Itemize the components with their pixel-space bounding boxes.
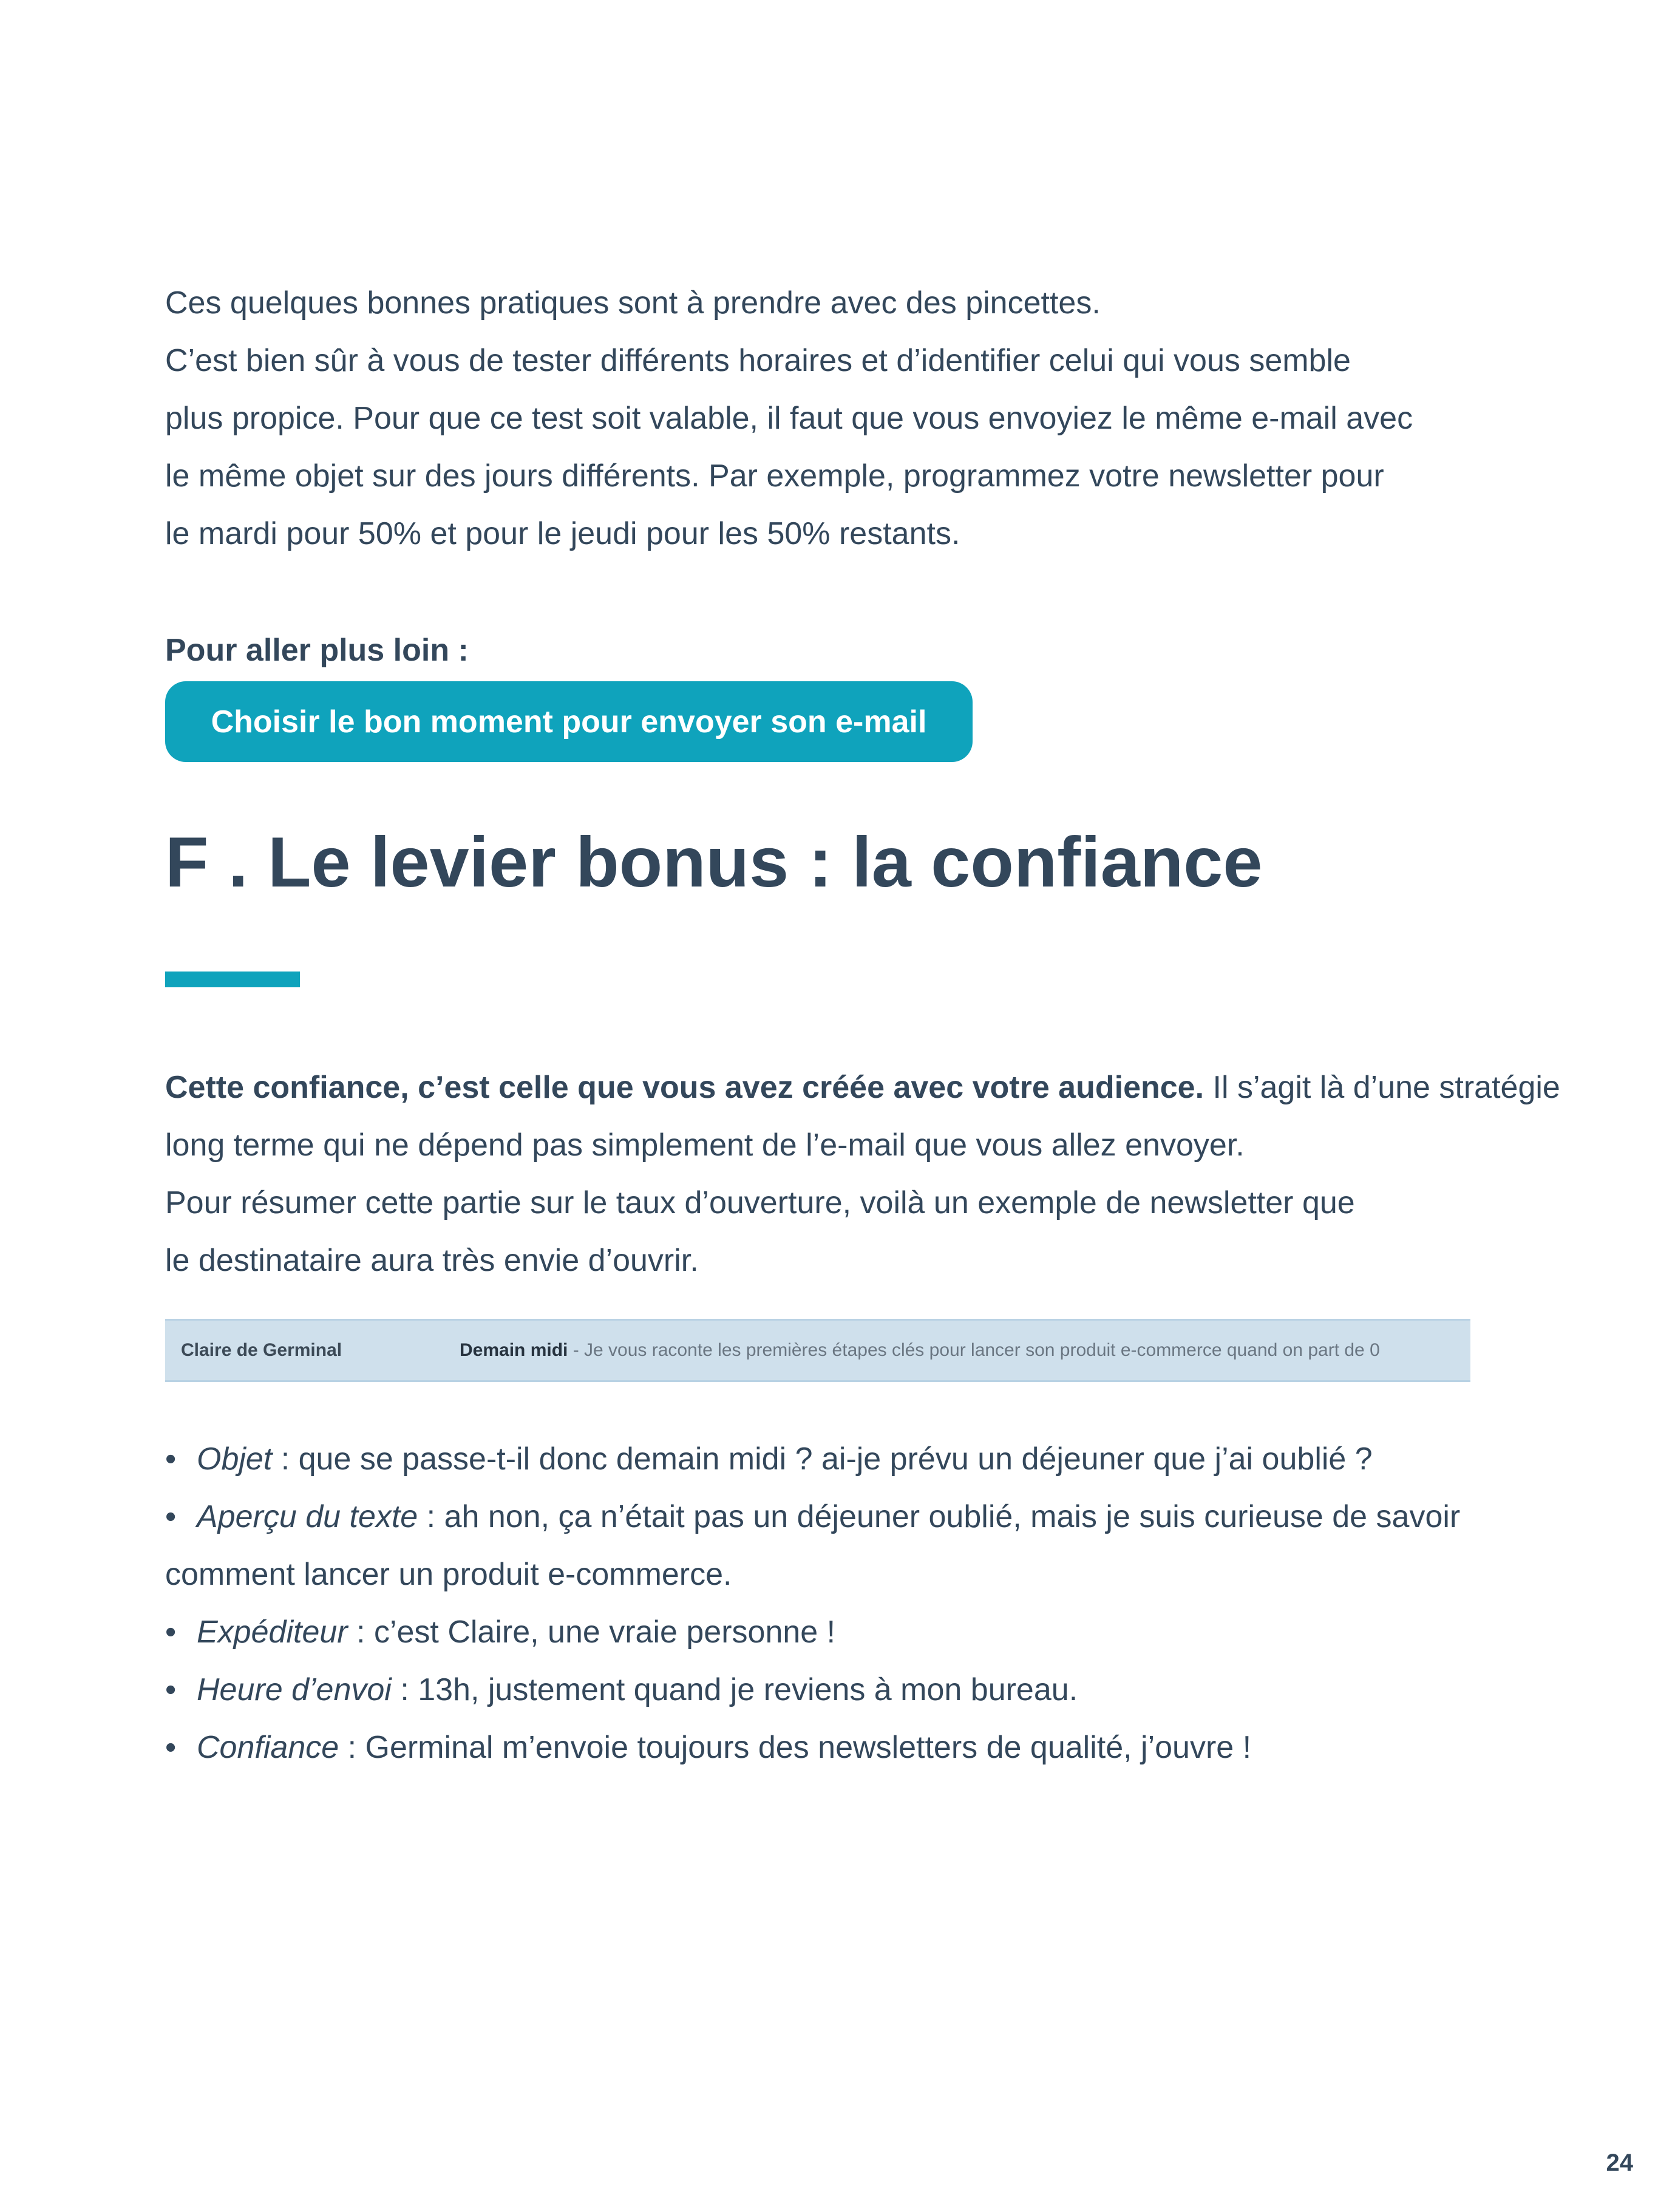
intro-paragraph (165, 274, 1561, 563)
bullet-icon: • (165, 1499, 177, 1534)
list-item-continuation: comment lancer un produit e-commerce. (165, 1557, 732, 1592)
bullet-text: : Germinal m’envoie toujours des newsletters de qualité, j’ouvre ! (339, 1730, 1252, 1765)
email-snippet: - Je vous raconte les premières étapes clés pour lancer son produit e-commerce quand on part de 0 (568, 1340, 1380, 1360)
list-item (165, 1431, 1561, 1488)
bullet-term: Confiance (197, 1730, 339, 1765)
bullet-text: : que se passe-t-il donc demain midi ? ai-je prévu un déjeuner que j’ai oublié ? (272, 1441, 1373, 1477)
bullet-text: : ah non, ça n’était pas un déjeuner oublié, mais je suis curieuse de savoir (418, 1499, 1461, 1534)
list-item (165, 1604, 1561, 1661)
email-sender: Claire de Germinal (181, 1340, 342, 1360)
bullet-text: : c’est Claire, une vraie personne ! (347, 1615, 836, 1650)
email-subject: Demain midi (460, 1340, 568, 1360)
intro-line: plus propice. Pour que ce test soit valable, il faut que vous envoyiez le même e-mail avec (165, 401, 1413, 436)
trust-line-rest: Il s’agit là d’une stratégie (1204, 1070, 1560, 1105)
bullet-icon: • (165, 1441, 177, 1477)
trust-line: long terme qui ne dépend pas simplement de l’e-mail que vous allez envoyer. (165, 1128, 1245, 1163)
bullet-icon: • (165, 1672, 177, 1707)
trust-line: Pour résumer cette partie sur le taux d’ouverture, voilà un exemple de newsletter que (165, 1185, 1355, 1220)
email-preview-row (165, 1319, 1470, 1382)
bullet-term: Objet (197, 1441, 273, 1477)
bullet-term: Aperçu du texte (197, 1499, 418, 1534)
email-subject-line (460, 1340, 1380, 1361)
intro-line: Ces quelques bonnes pratiques sont à prendre avec des pincettes. (165, 285, 1101, 321)
intro-line: C’est bien sûr à vous de tester différents horaires et d’identifier celui qui vous semble (165, 343, 1351, 378)
further-reading-button[interactable]: Choisir le bon moment pour envoyer son e-mail (165, 681, 973, 762)
bullet-icon: • (165, 1615, 177, 1650)
list-item (165, 1719, 1561, 1777)
bullet-term: Expéditeur (197, 1615, 348, 1650)
bullet-term: Heure d’envoi (197, 1672, 392, 1707)
title-underline (165, 972, 300, 987)
bullet-icon: • (165, 1730, 177, 1765)
trust-bold-lead: Cette confiance, c’est celle que vous avez créée avec votre audience. (165, 1070, 1204, 1105)
section-title: F . Le levier bonus : la confiance (165, 822, 1263, 902)
trust-paragraph (165, 1059, 1561, 1290)
trust-line (165, 1059, 1561, 1117)
bullet-text: : 13h, justement quand je reviens à mon bureau. (391, 1672, 1078, 1707)
intro-line: le mardi pour 50% et pour le jeudi pour les 50% restants. (165, 516, 960, 551)
further-reading-label: Pour aller plus loin : (165, 633, 469, 668)
list-item (165, 1661, 1561, 1719)
bullet-list (165, 1431, 1561, 1777)
trust-line: le destinataire aura très envie d’ouvrir. (165, 1243, 699, 1278)
intro-line: le même objet sur des jours différents. Par exemple, programmez votre newsletter pour (165, 458, 1384, 494)
page-number: 24 (1606, 2149, 1633, 2176)
list-item (165, 1488, 1561, 1546)
